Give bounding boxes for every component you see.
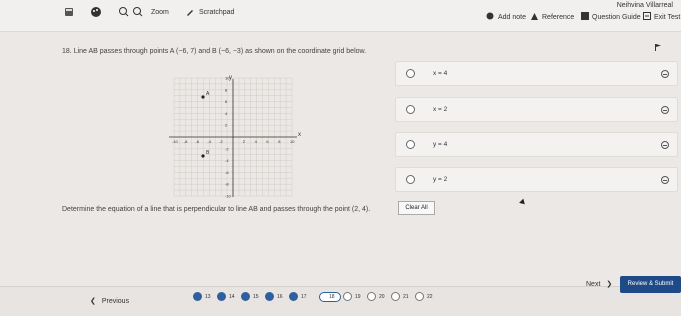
exit-test-button[interactable]: Exit Test (654, 14, 681, 21)
eliminate-icon[interactable] (661, 176, 669, 184)
y-tick-label: -2 (225, 146, 229, 152)
eliminate-icon[interactable] (661, 70, 669, 78)
y-tick-label: 10 (225, 75, 230, 81)
review-submit-button[interactable]: Review & Submit (620, 276, 681, 293)
y-tick-label: -10 (225, 193, 231, 199)
question-status-icon (367, 292, 376, 301)
y-tick-label: -4 (225, 158, 229, 164)
question-number-label: 13 (205, 294, 211, 300)
x-tick-label: -2 (219, 139, 223, 144)
choice-label: y = 2 (433, 176, 448, 183)
question-number-label: 15 (253, 294, 259, 300)
x-tick-label: -4 (207, 139, 211, 144)
add-note-icon[interactable] (486, 12, 494, 20)
x-tick-label: -10 (172, 139, 178, 144)
choice-4[interactable] (395, 167, 678, 192)
question-number: 18. (62, 48, 72, 55)
toolbar (0, 0, 681, 32)
answered-check-icon (217, 292, 226, 301)
zoom-label: Zoom (151, 9, 169, 16)
point-b-label: B (206, 150, 210, 156)
question-number-label: 17 (301, 294, 307, 300)
y-tick-label: 6 (225, 99, 228, 105)
reference-button[interactable]: Reference (542, 14, 575, 21)
choice-label: x = 2 (433, 106, 448, 113)
previous-label: Previous (101, 298, 130, 305)
mouse-cursor (519, 199, 527, 207)
question-prompt (62, 47, 382, 57)
question-number-label: 14 (229, 294, 235, 300)
answered-check-icon (265, 292, 274, 301)
point-a (201, 95, 204, 98)
eliminate-icon[interactable] (661, 141, 669, 149)
question-number-label: 19 (355, 294, 361, 300)
choice-3[interactable] (395, 132, 678, 157)
question-number-label: 22 (427, 294, 433, 300)
reference-icon[interactable] (530, 12, 539, 21)
zoom-out-icon[interactable] (118, 6, 130, 18)
user-name: Neihvina Villarreal (616, 2, 673, 9)
chevron-left-icon: ❮ (90, 298, 96, 305)
radio-button[interactable] (406, 105, 415, 114)
clear-all-button[interactable]: Clear All (398, 201, 435, 215)
y-tick-label: 4 (225, 110, 228, 116)
question-guide-icon[interactable] (581, 12, 589, 20)
question-status-icon (391, 292, 400, 301)
question-panel (0, 33, 681, 285)
y-tick-label: 2 (225, 122, 228, 128)
palette-icon[interactable] (90, 6, 102, 18)
question-guide-button[interactable]: Question Guide (592, 14, 641, 21)
scratchpad-icon[interactable] (184, 6, 196, 18)
x-tick-label: -8 (183, 139, 188, 144)
previous-button[interactable] (90, 297, 129, 305)
x-tick-label: 8 (278, 139, 281, 144)
x-tick-labels (172, 139, 295, 144)
navigation-bar (0, 281, 681, 316)
y-tick-label: -6 (225, 169, 229, 175)
choice-label: y = 4 (433, 141, 448, 148)
answered-check-icon (193, 292, 202, 301)
x-tick-label: 10 (290, 139, 295, 144)
answered-check-icon (241, 292, 250, 301)
radio-button[interactable] (406, 175, 415, 184)
question-text: Line AB passes through points A (−6, 7) and B (−6, −3) as shown on the coordinate grid below. (73, 48, 367, 55)
exit-icon[interactable] (643, 12, 651, 20)
point-b (201, 154, 204, 157)
question-number-label: 21 (403, 294, 409, 300)
point-a-label: A (206, 91, 210, 97)
answered-check-icon (289, 292, 298, 301)
x-tick-label: 6 (266, 139, 269, 144)
choice-2[interactable] (395, 97, 678, 122)
add-note-button[interactable]: Add note (498, 14, 527, 21)
x-axis-label: x (298, 132, 301, 138)
scratchpad-button[interactable]: Scratchpad (199, 9, 235, 16)
choice-1[interactable] (395, 61, 678, 86)
question-number-label: 20 (379, 294, 385, 300)
next-button[interactable] (586, 280, 612, 288)
x-tick-label: -6 (195, 139, 200, 144)
calculator-icon[interactable] (63, 6, 75, 18)
x-tick-label: 2 (242, 139, 246, 144)
x-tick-label: 4 (254, 139, 257, 144)
question-determine: Determine the equation of a line that is perpendicular to line AB and passes through the point (2, 4). (62, 206, 371, 213)
radio-button[interactable] (406, 69, 415, 78)
chevron-right-icon: ❯ (606, 281, 613, 288)
choice-label: x = 4 (433, 70, 448, 77)
flag-icon[interactable] (655, 44, 661, 51)
question-status-icon (415, 292, 424, 301)
next-label: Next (586, 281, 601, 288)
radio-button[interactable] (406, 140, 415, 149)
y-axis-label: y (229, 75, 232, 81)
coordinate-grid (165, 73, 305, 201)
question-number-label: 18 (329, 294, 335, 300)
question-number-label: 16 (277, 294, 283, 300)
zoom-in-icon[interactable] (132, 6, 144, 18)
question-status-icon (343, 292, 352, 301)
y-tick-label: -8 (225, 181, 229, 187)
y-tick-label: 8 (225, 87, 228, 93)
eliminate-icon[interactable] (661, 106, 669, 114)
